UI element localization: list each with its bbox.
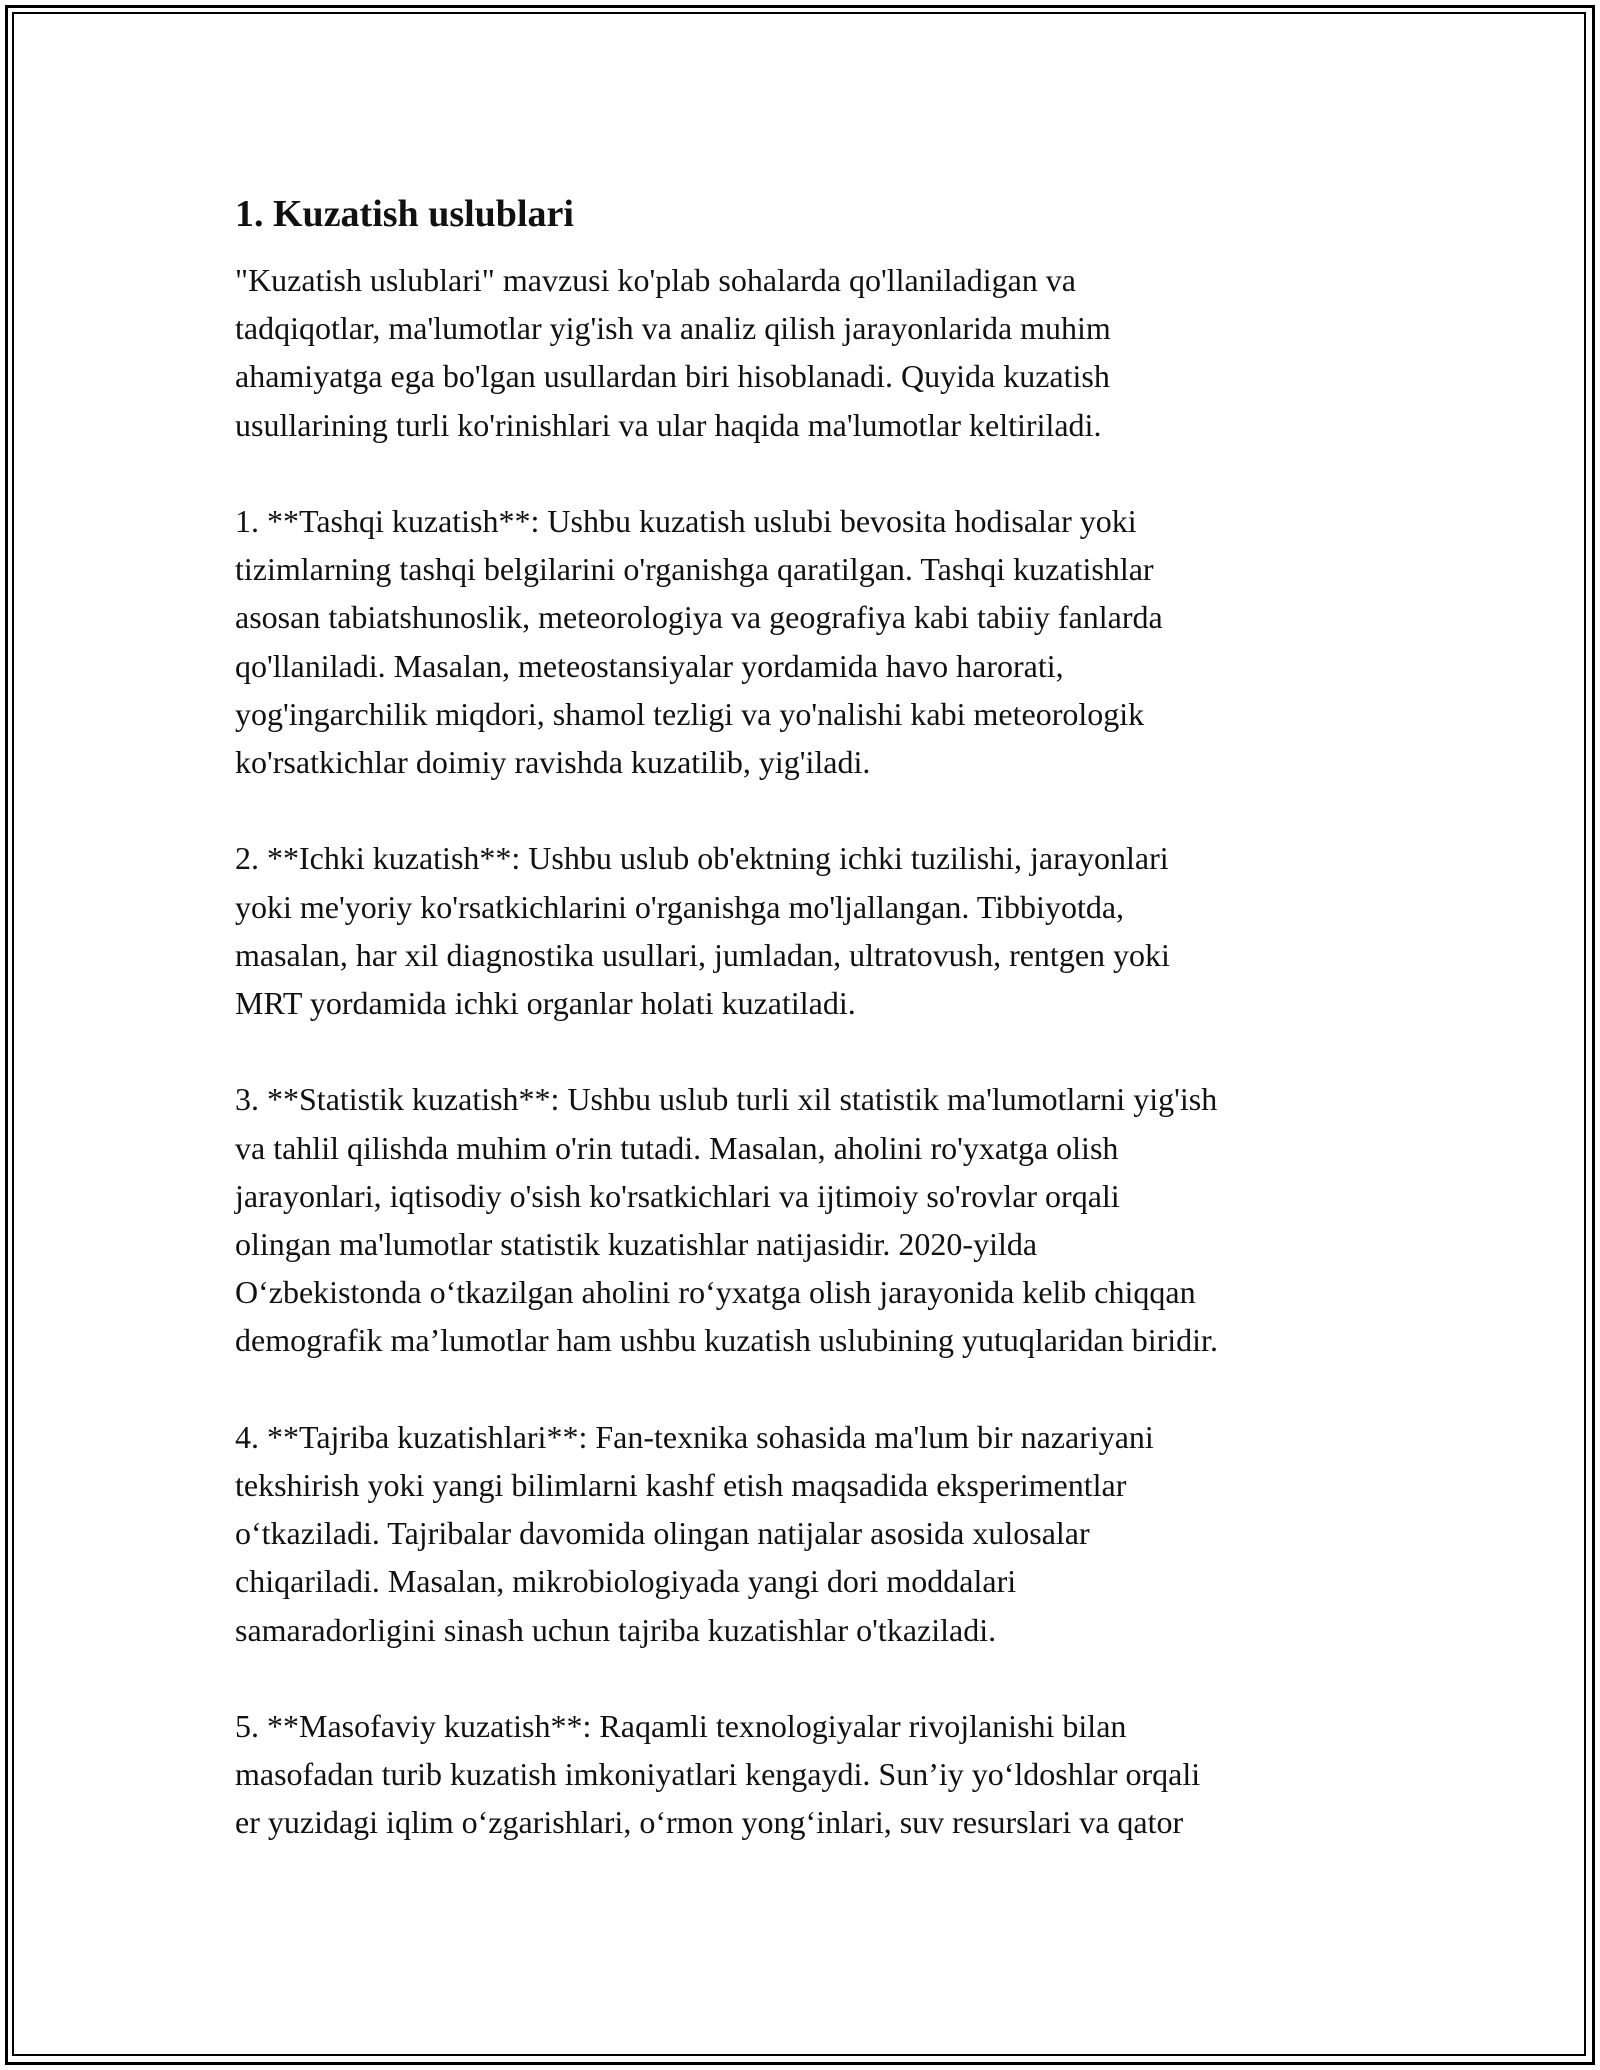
text-line: ahamiyatga ega bo'lgan usullardan biri hisoblanadi. Quyida kuzatish: [235, 358, 1110, 395]
paragraph-ichki-kuzatish: [235, 834, 1405, 1027]
text-line: tizimlarning tashqi belgilarini o'rganishga qaratilgan. Tashqi kuzatishlar: [235, 551, 1154, 588]
text-line: olingan ma'lumotlar statistik kuzatishlar natijasidir. 2020-yilda: [235, 1226, 1038, 1263]
text-line: tekshirish yoki yangi bilimlarni kashf etish maqsadida eksperimentlar: [235, 1467, 1127, 1504]
text-line: samaradorligini sinash uchun tajriba kuzatishlar o'tkaziladi.: [235, 1611, 997, 1648]
text-line: tadqiqotlar, ma'lumotlar yig'ish va analiz qilish jarayonlarida muhim: [235, 310, 1111, 347]
paragraph-tajriba-kuzatishlari: [235, 1413, 1405, 1654]
text-line: 5. **Masofaviy kuzatish**: Raqamli texnologiyalar rivojlanishi bilan: [235, 1708, 1127, 1745]
text-line: 1. **Tashqi kuzatish**: Ushbu kuzatish uslubi bevosita hodisalar yoki: [235, 503, 1137, 539]
text-line: usullarining turli ko'rinishlari va ular haqida ma'lumotlar keltiriladi.: [235, 406, 1102, 443]
text-line: qo'llaniladi. Masalan, meteostansiyalar yordamida havo harorati,: [235, 647, 1064, 684]
text-line: "Kuzatish uslublari" mavzusi ko'plab sohalarda qo'llaniladigan va: [235, 262, 1076, 298]
text-line: chiqariladi. Masalan, mikrobiologiyada yangi dori moddalari: [235, 1563, 1017, 1600]
text-line: 4. **Tajriba kuzatishlari**: Fan-texnika sohasida ma'lum bir nazariyani: [235, 1418, 1154, 1455]
text-line: o‘tkaziladi. Tajribalar davomida olingan natijalar asosida xulosalar: [235, 1515, 1090, 1552]
paragraph-tashqi-kuzatish: [235, 497, 1405, 786]
text-line: yog'ingarchilik miqdori, shamol tezligi va yo'nalishi kabi meteorologik: [235, 695, 1145, 732]
text-line: 2. **Ichki kuzatish**: Ushbu uslub ob'ektning ichki tuzilishi, jarayonlari: [235, 840, 1169, 877]
text-line: yoki me'yoriy ko'rsatkichlarini o'rganishga mo'ljallangan. Tibbiyotda,: [235, 888, 1125, 925]
text-line: O‘zbekistonda o‘tkazilgan aholini ro‘yxatga olish jarayonida kelib chiqqan: [235, 1274, 1196, 1311]
paragraph-statistik-kuzatish: [235, 1075, 1405, 1364]
text-line: er yuzidagi iqlim o‘zgarishlari, o‘rmon yong‘inlari, suv resurslari va qator: [235, 1804, 1184, 1841]
text-line: masofadan turib kuzatish imkoniyatlari kengaydi. Sun’iy yo‘ldoshlar orqali: [235, 1756, 1201, 1793]
text-line: ko'rsatkichlar doimiy ravishda kuzatilib, yig'iladi.: [235, 744, 871, 781]
text-line: demografik ma’lumotlar ham ushbu kuzatish uslubining yutuqlaridan biridir.: [235, 1322, 1218, 1359]
document-title: 1. Kuzatish uslublari: [235, 193, 574, 235]
text-line: masalan, har xil diagnostika usullari, jumladan, ultratovush, rentgen yoki: [235, 936, 1170, 973]
text-line: 3. **Statistik kuzatish**: Ushbu uslub turli xil statistik ma'lumotlarni yig'ish: [235, 1081, 1218, 1118]
text-line: MRT yordamida ichki organlar holati kuzatiladi.: [235, 985, 856, 1022]
paragraph-intro: [235, 256, 1405, 449]
text-line: jarayonlari, iqtisodiy o'sish ko'rsatkichlari va ijtimoiy so'rovlar orqali: [235, 1177, 1120, 1214]
paragraph-masofaviy-kuzatish: [235, 1702, 1405, 1847]
text-line: asosan tabiatshunoslik, meteorologiya va geografiya kabi tabiiy fanlarda: [235, 599, 1163, 636]
text-line: va tahlil qilishda muhim o'rin tutadi. Masalan, aholini ro'yxatga olish: [235, 1129, 1119, 1166]
document-body: [235, 184, 1405, 1895]
